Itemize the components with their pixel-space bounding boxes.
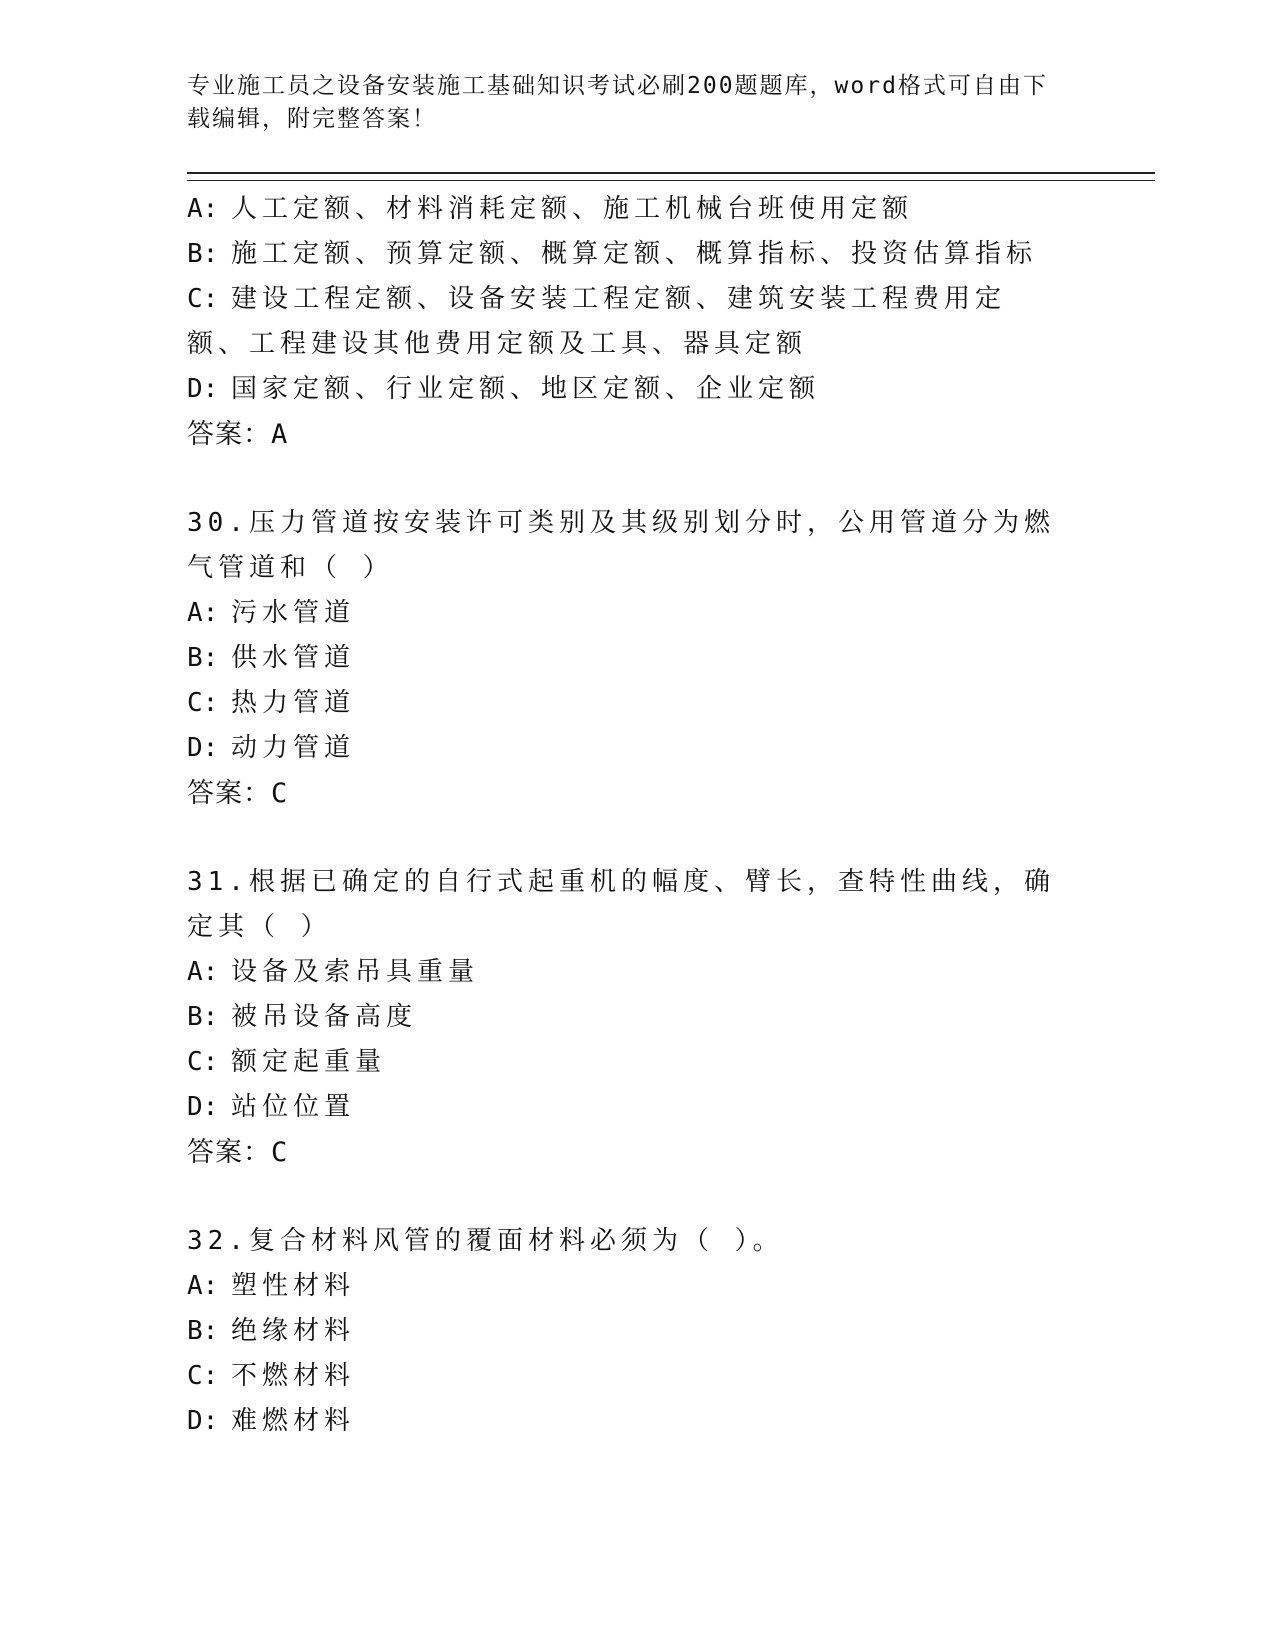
option-a	[187, 950, 1157, 995]
header-divider	[187, 172, 1155, 181]
answer-value: C	[271, 778, 289, 809]
option-letter: D:	[187, 733, 219, 763]
answer-value: A	[271, 419, 289, 450]
option-letter: D:	[187, 374, 219, 404]
option-c	[187, 277, 1067, 367]
option-text: 绝缘材料	[231, 1316, 356, 1346]
option-text: 塑性材料	[231, 1271, 356, 1301]
option-d	[187, 1399, 1157, 1444]
option-a	[187, 591, 1157, 636]
option-text: 设备及索吊具重量	[231, 957, 480, 987]
option-text: 不燃材料	[231, 1361, 356, 1391]
answer-label: 答案：	[187, 1137, 271, 1168]
option-letter: C:	[187, 688, 219, 718]
option-letter: B:	[187, 239, 219, 269]
option-c	[187, 1354, 1157, 1399]
option-text: 国家定额、行业定额、地区定额、企业定额	[231, 374, 821, 404]
option-b	[187, 1309, 1157, 1354]
option-b	[187, 636, 1157, 681]
option-a	[187, 187, 1157, 232]
question-30	[187, 501, 1157, 816]
answer-line	[187, 771, 1157, 816]
option-letter: D:	[187, 1092, 219, 1122]
answer-line	[187, 412, 1157, 457]
option-text: 污水管道	[231, 598, 356, 628]
option-d	[187, 367, 1157, 412]
answer-line	[187, 1130, 1157, 1175]
option-letter: B:	[187, 643, 219, 673]
document-header: 专业施工员之设备安装施工基础知识考试必刷200题题库，word格式可自由下载编辑，附完整答案！	[187, 73, 1048, 132]
option-text: 施工定额、预算定额、概算定额、概算指标、投资估算指标	[231, 239, 1038, 269]
option-text: 站位位置	[231, 1092, 356, 1122]
option-b	[187, 995, 1157, 1040]
option-d	[187, 726, 1157, 771]
option-letter: D:	[187, 1406, 219, 1436]
question-text: 30.压力管道按安装许可类别及其级别划分时，公用管道分为燃气管道和（ ）	[187, 508, 1055, 583]
document-content	[187, 187, 1157, 1444]
option-text: 额定起重量	[231, 1047, 387, 1077]
question-text: 31.根据已确定的自行式起重机的幅度、臂长，查特性曲线，确定其（ ）	[187, 867, 1055, 942]
option-text: 难燃材料	[231, 1406, 356, 1436]
option-text: 人工定额、材料消耗定额、施工机械台班使用定额	[231, 194, 914, 224]
question-29-options	[187, 187, 1157, 457]
option-letter: C:	[187, 1047, 219, 1077]
option-c	[187, 1040, 1157, 1085]
option-letter: B:	[187, 1316, 219, 1346]
answer-label: 答案：	[187, 778, 271, 809]
option-letter: A:	[187, 957, 219, 987]
option-letter: B:	[187, 1002, 219, 1032]
question-32	[187, 1219, 1157, 1444]
option-letter: C:	[187, 1361, 219, 1391]
option-letter: A:	[187, 1271, 219, 1301]
answer-value: C	[271, 1137, 289, 1168]
option-text: 动力管道	[231, 733, 356, 763]
option-a	[187, 1264, 1157, 1309]
option-letter: A:	[187, 598, 219, 628]
option-text: 建设工程定额、设备安装工程定额、建筑安装工程费用定额、工程建设其他费用定额及工具、器具定额	[187, 284, 1007, 359]
option-text: 供水管道	[231, 643, 356, 673]
option-text: 热力管道	[231, 688, 356, 718]
option-text: 被吊设备高度	[231, 1002, 418, 1032]
question-31	[187, 860, 1157, 1175]
question-text: 32.复合材料风管的覆面材料必须为（ ）。	[187, 1226, 784, 1256]
option-letter: A:	[187, 194, 219, 224]
option-c	[187, 681, 1157, 726]
document-page	[187, 70, 1157, 1444]
option-b	[187, 232, 1157, 277]
answer-label: 答案：	[187, 419, 271, 450]
option-letter: C:	[187, 284, 219, 314]
option-d	[187, 1085, 1157, 1130]
